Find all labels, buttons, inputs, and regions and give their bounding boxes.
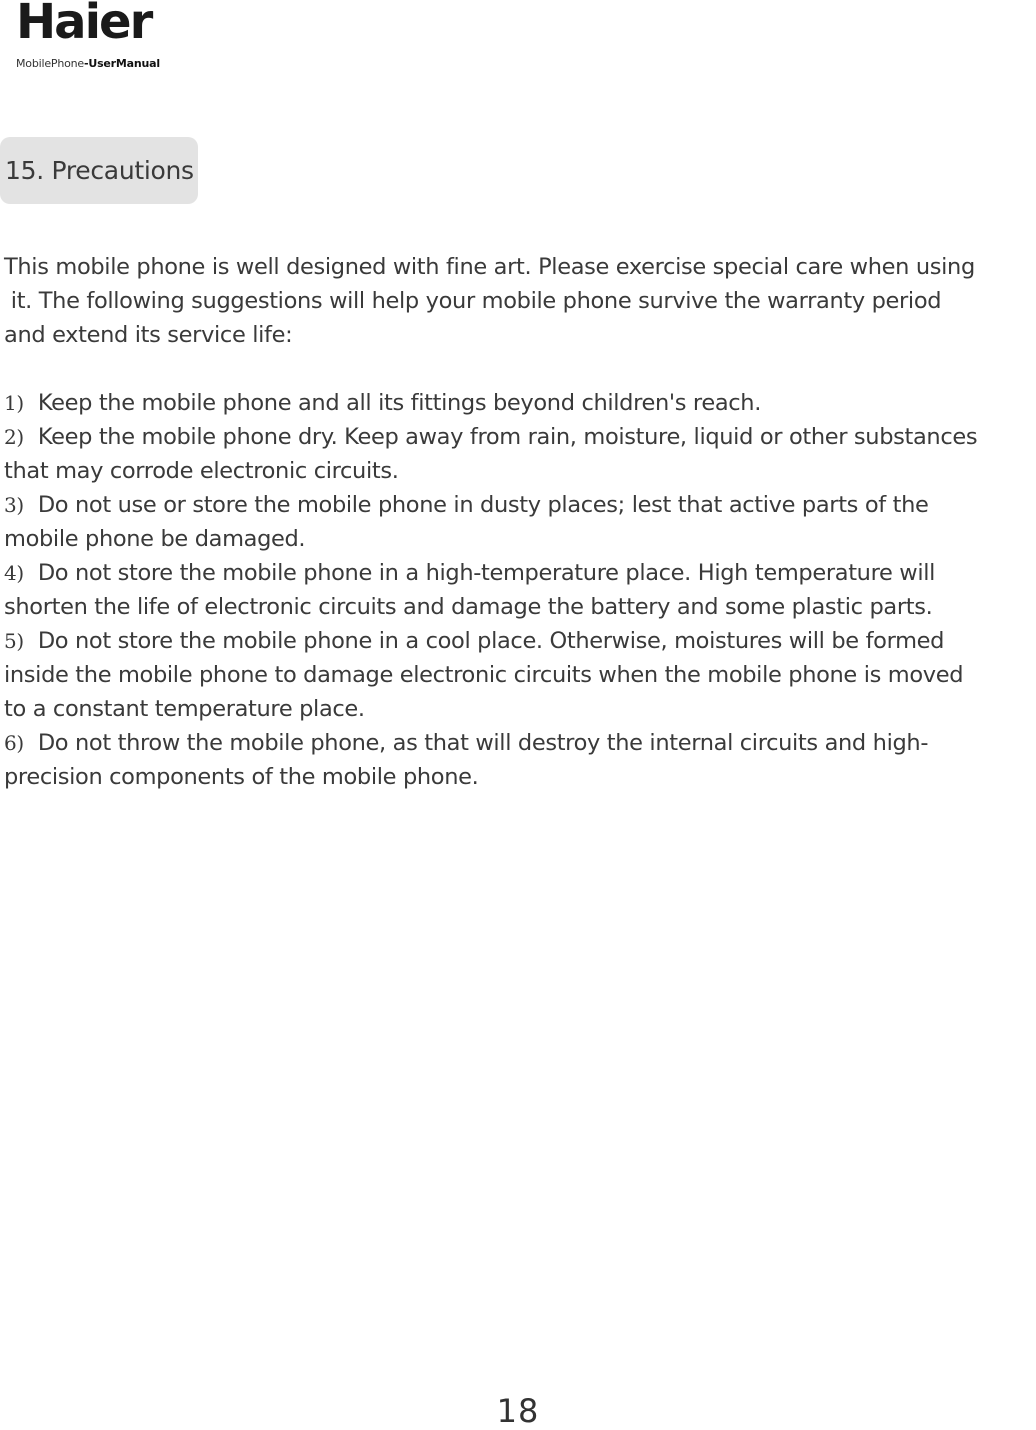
section-title: 15. Precautions bbox=[0, 137, 198, 204]
item-continuation: mobile phone be damaged. bbox=[4, 526, 306, 552]
intro-line: and extend its service life: bbox=[4, 322, 293, 348]
list-item bbox=[4, 420, 1034, 454]
list-item bbox=[4, 488, 1034, 522]
intro-line: it. The following suggestions will help your mobile phone survive the warranty period bbox=[4, 288, 942, 314]
page-number: 18 bbox=[496, 1392, 540, 1430]
spacer bbox=[4, 352, 1034, 386]
item-continuation: precision components of the mobile phone. bbox=[4, 764, 479, 790]
intro-line: This mobile phone is well designed with fine art. Please exercise special care when using bbox=[4, 254, 975, 280]
item-text: Do not store the mobile phone in a high-temperature place. High temperature will bbox=[37, 560, 936, 586]
item-number: 1) bbox=[4, 391, 24, 415]
haier-logo: Haier bbox=[16, 0, 152, 50]
list-item bbox=[4, 386, 1034, 420]
subtitle-normal: MobilePhone bbox=[16, 57, 84, 70]
item-text: Do not throw the mobile phone, as that will destroy the internal circuits and high- bbox=[37, 730, 929, 756]
item-continuation: shorten the life of electronic circuits and damage the battery and some plastic parts. bbox=[4, 594, 933, 620]
item-number: 5) bbox=[4, 629, 24, 653]
subtitle-bold: -UserManual bbox=[83, 57, 160, 70]
item-continuation: inside the mobile phone to damage electronic circuits when the mobile phone is moved bbox=[4, 662, 964, 688]
item-number: 3) bbox=[4, 493, 24, 517]
list-item bbox=[4, 726, 1034, 760]
item-number: 4) bbox=[4, 561, 24, 585]
list-item bbox=[4, 624, 1034, 658]
page-header bbox=[16, 0, 160, 70]
item-number: 6) bbox=[4, 731, 24, 755]
item-continuation: to a constant temperature place. bbox=[4, 696, 365, 722]
item-text: Keep the mobile phone and all its fittings beyond children's reach. bbox=[37, 390, 761, 416]
item-number: 2) bbox=[4, 425, 24, 449]
list-item bbox=[4, 556, 1034, 590]
item-text: Do not use or store the mobile phone in dusty places; lest that active parts of the bbox=[37, 492, 929, 518]
item-text: Keep the mobile phone dry. Keep away from rain, moisture, liquid or other substances bbox=[37, 424, 978, 450]
item-text: Do not store the mobile phone in a cool place. Otherwise, moistures will be formed bbox=[37, 628, 945, 654]
page-content bbox=[4, 250, 1034, 794]
manual-subtitle bbox=[16, 57, 160, 70]
item-continuation: that may corrode electronic circuits. bbox=[4, 458, 399, 484]
